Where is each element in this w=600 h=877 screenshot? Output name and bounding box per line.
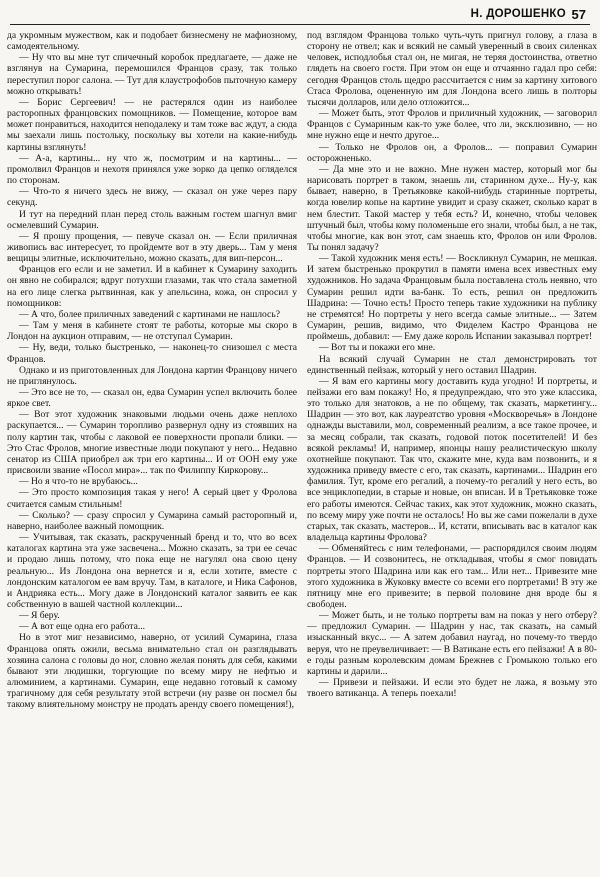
left-column bbox=[7, 30, 297, 871]
paragraph: под взглядом Францова только чуть-чуть пригнул голову, а глаза в сторону не отвел; как и всякий не самый уверенный в своих силенках человек, исподлобья стал он, не мигая, не теряя достоинства, ответно глядеть на своего гостя. При этом он еще и отчаянно гадал про себя: сегодня Францов столь щедро рассчитается с ним за картину хитового Стаса Фролова, оцененную им для Лондона всего лишь в полторы тысячи долларов, или дело отложится... bbox=[307, 30, 597, 108]
paragraph: — Там у меня в кабинете стоят те работы, которые мы скоро в Лондон на аукцион отправим, — не отступал Сумарин. bbox=[7, 320, 297, 343]
paragraph: — Я прошу прощения, — певуче сказал он. — Если приличная живопись вас интересует, то пройдемте вот в эту дверь... Там у меня вещицы элитные, исключительно, можно сказать, для вип-персон... bbox=[7, 230, 297, 265]
paragraph: — Ну, веди, только быстренько, — наконец-то снизошел с места Францов. bbox=[7, 342, 297, 365]
paragraph: — Вот ты и покажи его мне. bbox=[319, 342, 436, 354]
paragraph: И тут на передний план перед столь важным гостем шагнул вмиг осмелевший Сумарин. bbox=[7, 208, 297, 231]
paragraph: — А что, более приличных заведений с картинами не нашлось? bbox=[19, 308, 280, 320]
paragraph: — Это просто композиция такая у него! А серый цвет у Фролова считается самым стильным! bbox=[7, 487, 297, 510]
paragraph: — Сколько? — сразу спросил у Сумарина самый расторопный и, наверно, наиболее важный помощник. bbox=[7, 509, 297, 532]
paragraph: — Может быть, этот Фролов и приличный художник, — заговорил Францов с Сумариным как-то уже более, что ли, эксклюзивно, — но мне нужно еще и нечто другое... bbox=[307, 108, 597, 142]
paragraph: — А-а, картины... ну что ж, посмотрим и на картины... — промолвил Францов и нехотя принялся уже зорко да цепко огляделся по сторонам. bbox=[7, 152, 297, 187]
header-rule bbox=[10, 24, 590, 25]
author-name: Н. ДОРОШЕНКО bbox=[470, 8, 566, 20]
paragraph: — Да мне это и не важно. Мне нужен мастер, который мог бы нарисовать портрет в таком, знаешь ли, старинном духе... Ну-у, как бывает, наверно, в Третьяковке какой-нибудь старинные портреты, когда ювелир копье на картине увидит и сразу скажет, сколько карат в нем блестит. Такой мастер у тебя есть? И, конечно, чтобы человек штучный был, чтобы кому поломеньше его знали, чтобы был, а не так, чтобы многие, как вон этот, сам знаешь кто, Фролов он или Фролов. Ты понял задачу? bbox=[307, 163, 597, 253]
paragraph: — Я беру. bbox=[19, 610, 60, 622]
paragraph: — Может быть, и не только портреты вам на показ у него отберу? — предложил Сумарин. — Шадрин у нас, так сказать, на самый изысканный вкус... — А затем добавил наугад, но почему-то твердо веруя, что не преувеличивает: — В Ватикане есть его пейзажи! А в 80-е годы разным королевским домам Брежнев с Громыкою только его картины и дарили... bbox=[307, 610, 597, 677]
paragraph: — Но я что-то не врубаюсь... bbox=[19, 476, 138, 488]
paragraph: да укромным мужеством, как и подобает бизнесмену не мафиозному, самодеятельному. bbox=[7, 30, 297, 53]
paragraph: — Вот этот художник знаковыми людьми очень даже неплохо раскупается... — Сумарин торопливо развернул одну из стоявших на полу картин так, чтобы с лаковой ее поверхности пропали блики. — Это Стас Фролов, многие известные люди покупают у него... Недавно сенатор из США приобрел аж три его картины... И от ООН ему уже присвоили звание «Посол мира»... так по Филиппу Киркорову... bbox=[7, 409, 297, 477]
paragraph: — Борис Сергеевич! — не растерялся один из наиболее расторопных францовских помощников. — Помещение, которое вам может понравиться, находится неподалеку и там тоже вас ждут, а сюда мы заехали лишь постольку, поскольку вы хотели на какие-нибудь картины взглянуть! bbox=[7, 96, 297, 153]
running-header bbox=[10, 4, 590, 22]
paragraph: — Учитывая, так сказать, раскрученный бренд и то, что во всех каталогах картина эта уже засвечена... Можно сказать, за три ее сечас и продаю лишь потому, что пока еще не нагулял она свою цену реальную... Из Лондона она вернется и я, если хотите, вместе с лондонским каталогом ее вам вручу. Там, в каталоге, и Ника Сафонов, и Андрияка есть... Могу даже в Лондонский каталог заявить ее как собственную в вашей частной коллекции... bbox=[7, 532, 297, 610]
paragraph: Но в этот миг независимо, наверно, от усилий Сумарина, глаза Францова опять ожили, весьма внимательно стал он разглядывать хозяина салона с головы до ног, словно желая понять для себя, какими бывают эти людишки, торгующие по всему миру не нефтью и алюминием, а картинами. Сумарин, еще недавно готовый к самому трагичному для себя результату этой встречи (ну разве он посмел бы такому влиятельному монстру не продать аренду своего помещения!), bbox=[7, 632, 297, 711]
paragraph: На всякий случай Сумарин не стал демонстрировать тот единственный пейзаж, который у него оставил Шадрин. bbox=[307, 353, 597, 376]
paragraph: — А вот еще одна его работа... bbox=[19, 621, 146, 633]
paragraph: Однако и из приготовленных для Лондона картин Францову ничего не приглянулось. bbox=[7, 364, 297, 387]
paragraph: Францов его если и не заметил. И в кабинет к Сумарину заходить он явно не собирался; вдруг потухши глазами, так что стала заметной на его лице слегка рытвинная, как у апельсина, кожа, он спросил у помощников: bbox=[7, 264, 297, 309]
paragraph: — Я вам его картины могу доставить куда угодно! И портреты, и пейзажи его вам покажу! Но, я предупреждаю, что это уже классика, это только для знатоков, а не по общему, так сказать, маркетингу... Шадрин — это вот, как лауреатство уровня «Москворечья» в Лондоне однажды выставили, мол, современный реализм, а все такое прочее, и за месяц собрали, так сказать, годовой поток посетителей! И без всякой рекламы! И, например, японцы нашу реалистическую школу охотнейше покупают. Так что, скажите мне, куда вам позвонить, и я художника приведу вместе с его, так сказать, картинами... Шадрин его фамилия. Тут, кроме его регалий, а почему-то регалий у него есть, во все энциклопедии, в старые и новые, он вписан. И в Третьяковке тоже его работы имеются. Сейчас таких, как этот художник, можно сказать, по всему миру уже почти не осталось! Но вы же сами пожелали в духе старых, так сказать, мастеров... И, кстати, вписывать вас в каталог как владельца картины Фролова? bbox=[307, 375, 597, 544]
paragraph: — Ну что вы мне тут спичечный коробок предлагаете, — даже не взглянув на Сумарина, перемошился Францов сразу, так только переступил порог салона. — Тут для клаустрофобов пыточную камеру можно открывать! bbox=[7, 52, 297, 97]
paragraph: — Что-то я ничего здесь не вижу, — сказал он уже через пару секунд. bbox=[7, 186, 297, 209]
page-number: 57 bbox=[571, 7, 586, 22]
paragraph: — Только не Фролов он, а Фролов... — поправил Сумарин осторожненько. bbox=[307, 141, 597, 164]
paragraph: — Привези и пейзажи. И если это будет не лажа, я возьму это твоего ватиканца. А теперь поехали! bbox=[307, 677, 597, 700]
paragraph: — Это все не то, — сказал он, едва Сумарин успел включить более яркое свет. bbox=[7, 387, 297, 410]
paragraph: — Такой художник меня есть! — Воскликнул Сумарин, не мешкая. И затем быстренько прокрутил в памяти имена всех известных ему художников. Но задача Францовым была поставлена столь неявно, что Сумарин решил идти ва-банк. То есть, решил он предложить Шадрина: — Точно есть! Просто теперь такие художники на публику не стремятся! Но портреты у него всегда самые элитные... — Затем Сумарин, решив, видимо, что Фиделем Кастро Францова не проймешь, добавил: — Ему даже король Испании заказывал портрет! bbox=[307, 253, 597, 343]
paragraph: — Обменяйтесь с ним телефонами, — распорядился своим людям Францов. — И созвонитесь, не откладывая, чтобы я смог повидать портреты этого Шадрина или как его там... Или нет... Привезите мне этого художника в Жуковку вместе со всеми его портретами! В эту же пятницу мне его привезите; в первой половине дня вроде бы я свободен. bbox=[307, 543, 597, 610]
right-column bbox=[307, 30, 597, 871]
